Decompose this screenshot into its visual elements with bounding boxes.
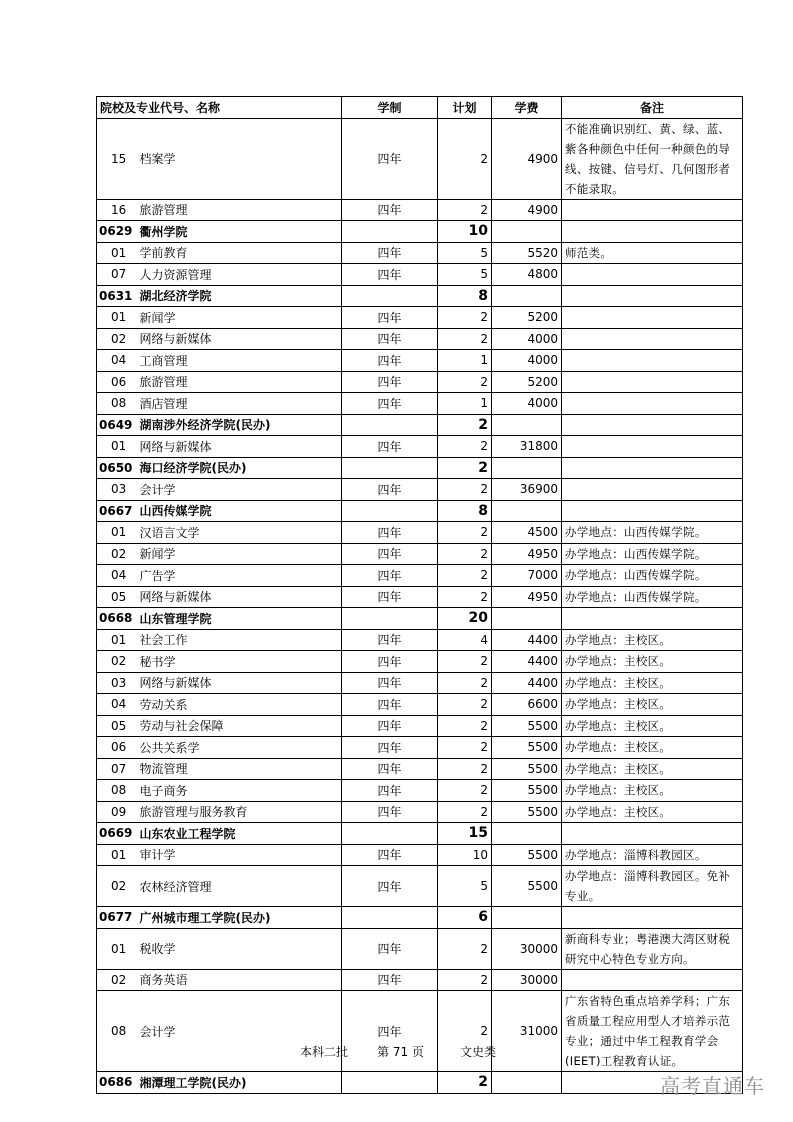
major-row (97, 866, 743, 907)
major-row (97, 264, 743, 286)
note-cell (562, 221, 743, 243)
system-cell (342, 285, 438, 307)
note-cell (562, 479, 743, 501)
code-cell: 03 (97, 672, 137, 694)
fee-cell: 31000 (492, 991, 562, 1072)
system-cell: 四年 (342, 522, 438, 544)
note-cell (562, 823, 743, 845)
major-row (97, 844, 743, 866)
plan-cell: 2 (438, 928, 492, 969)
fee-cell: 4400 (492, 629, 562, 651)
name-cell: 旅游管理 (137, 371, 342, 393)
fee-cell: 4000 (492, 328, 562, 350)
name-cell: 公共关系学 (137, 737, 342, 759)
fee-cell: 5500 (492, 758, 562, 780)
plan-cell: 2 (438, 672, 492, 694)
major-row (97, 629, 743, 651)
name-cell: 秘书学 (137, 651, 342, 673)
code-cell: 01 (97, 242, 137, 264)
major-row (97, 393, 743, 415)
code-cell: 09 (97, 801, 137, 823)
name-cell: 广州城市理工学院(民办) (137, 907, 342, 929)
note-cell (562, 371, 743, 393)
code-cell: 0650 (97, 457, 137, 479)
system-cell: 四年 (342, 543, 438, 565)
plan-cell: 1 (438, 350, 492, 372)
name-cell: 旅游管理 (137, 199, 342, 221)
plan-cell: 10 (438, 221, 492, 243)
plan-cell: 2 (438, 969, 492, 991)
note-cell: 办学地点：主校区。 (562, 651, 743, 673)
fee-cell (492, 457, 562, 479)
system-cell: 四年 (342, 199, 438, 221)
note-cell: 办学地点：山西传媒学院。 (562, 522, 743, 544)
fee-cell: 4000 (492, 393, 562, 415)
major-row (97, 928, 743, 969)
note-cell: 办学地点：主校区。 (562, 780, 743, 802)
note-cell: 师范类。 (562, 242, 743, 264)
note-cell (562, 307, 743, 329)
name-cell: 网络与新媒体 (137, 586, 342, 608)
note-cell: 办学地点：山西传媒学院。 (562, 543, 743, 565)
code-cell: 01 (97, 629, 137, 651)
major-row (97, 522, 743, 544)
major-row (97, 371, 743, 393)
system-cell: 四年 (342, 694, 438, 716)
note-cell: 办学地点：主校区。 (562, 672, 743, 694)
plan-cell: 2 (438, 199, 492, 221)
code-cell: 06 (97, 371, 137, 393)
system-cell: 四年 (342, 969, 438, 991)
major-row (97, 801, 743, 823)
code-cell: 02 (97, 969, 137, 991)
plan-cell: 1 (438, 393, 492, 415)
code-cell: 01 (97, 522, 137, 544)
note-cell (562, 350, 743, 372)
fee-cell: 4950 (492, 543, 562, 565)
note-cell (562, 328, 743, 350)
code-cell: 06 (97, 737, 137, 759)
fee-cell (492, 285, 562, 307)
name-cell: 社会工作 (137, 629, 342, 651)
fee-cell (492, 608, 562, 630)
plan-cell: 2 (438, 758, 492, 780)
plan-cell: 6 (438, 907, 492, 929)
system-cell: 四年 (342, 737, 438, 759)
system-cell: 四年 (342, 866, 438, 907)
note-cell: 办学地点：主校区。 (562, 715, 743, 737)
note-cell: 新商科专业；粤港澳大湾区财税研究中心特色专业方向。 (562, 928, 743, 969)
system-cell: 四年 (342, 629, 438, 651)
school-row (97, 608, 743, 630)
plan-cell: 2 (438, 371, 492, 393)
note-cell: 不能准确识别红、黄、绿、蓝、紫各种颜色中任何一种颜色的导线、按键、信号灯、几何图形者不能录取。 (562, 118, 743, 199)
code-cell: 01 (97, 928, 137, 969)
note-cell (562, 969, 743, 991)
plan-cell: 4 (438, 629, 492, 651)
name-cell: 广告学 (137, 565, 342, 587)
name-cell: 湖北经济学院 (137, 285, 342, 307)
name-cell: 山东管理学院 (137, 608, 342, 630)
plan-cell: 2 (438, 586, 492, 608)
major-row (97, 780, 743, 802)
plan-cell: 2 (438, 651, 492, 673)
system-cell: 四年 (342, 242, 438, 264)
fee-cell: 36900 (492, 479, 562, 501)
fee-cell: 5500 (492, 715, 562, 737)
name-cell: 湘潭理工学院(民办) (137, 1072, 342, 1094)
system-cell: 四年 (342, 651, 438, 673)
note-cell: 办学地点：主校区。 (562, 737, 743, 759)
fee-cell (492, 823, 562, 845)
plan-cell: 2 (438, 436, 492, 458)
name-cell: 学前教育 (137, 242, 342, 264)
plan-cell: 5 (438, 866, 492, 907)
system-cell: 四年 (342, 715, 438, 737)
fee-cell: 5500 (492, 844, 562, 866)
code-cell: 0677 (97, 907, 137, 929)
fee-cell: 30000 (492, 969, 562, 991)
header-fee: 学费 (492, 97, 562, 119)
major-row (97, 350, 743, 372)
name-cell: 商务英语 (137, 969, 342, 991)
system-cell: 四年 (342, 118, 438, 199)
plan-cell: 5 (438, 242, 492, 264)
system-cell: 四年 (342, 844, 438, 866)
code-cell: 08 (97, 991, 137, 1072)
major-row (97, 694, 743, 716)
code-cell: 02 (97, 543, 137, 565)
fee-cell: 5500 (492, 780, 562, 802)
major-row (97, 436, 743, 458)
name-cell: 劳动关系 (137, 694, 342, 716)
note-cell: 办学地点：主校区。 (562, 694, 743, 716)
system-cell (342, 608, 438, 630)
name-cell: 电子商务 (137, 780, 342, 802)
name-cell: 档案学 (137, 118, 342, 199)
system-cell (342, 414, 438, 436)
name-cell: 网络与新媒体 (137, 672, 342, 694)
fee-cell: 7000 (492, 565, 562, 587)
name-cell: 新闻学 (137, 543, 342, 565)
note-cell (562, 500, 743, 522)
name-cell: 酒店管理 (137, 393, 342, 415)
school-row (97, 221, 743, 243)
name-cell: 汉语言文学 (137, 522, 342, 544)
school-row (97, 285, 743, 307)
fee-cell: 4500 (492, 522, 562, 544)
note-cell: 办学地点：主校区。 (562, 758, 743, 780)
note-cell: 办学地点：主校区。 (562, 629, 743, 651)
note-cell (562, 264, 743, 286)
code-cell: 02 (97, 328, 137, 350)
system-cell: 四年 (342, 393, 438, 415)
name-cell: 物流管理 (137, 758, 342, 780)
plan-cell: 2 (438, 479, 492, 501)
code-cell: 07 (97, 264, 137, 286)
note-cell (562, 414, 743, 436)
table-body (97, 118, 743, 1093)
note-cell: 广东省特色重点培养学科；广东省质量工程应用型人才培养示范专业；通过中华工程教育学会(IEET)工程教育认证。 (562, 991, 743, 1072)
school-row (97, 414, 743, 436)
note-cell: 办学地点：山西传媒学院。 (562, 565, 743, 587)
system-cell: 四年 (342, 928, 438, 969)
plan-cell: 2 (438, 457, 492, 479)
code-cell: 0631 (97, 285, 137, 307)
plan-cell: 2 (438, 543, 492, 565)
system-cell: 四年 (342, 328, 438, 350)
major-row (97, 715, 743, 737)
major-row (97, 969, 743, 991)
code-cell: 04 (97, 350, 137, 372)
system-cell: 四年 (342, 436, 438, 458)
note-cell: 办学地点：淄博科教园区。免补专业。 (562, 866, 743, 907)
system-cell: 四年 (342, 780, 438, 802)
fee-cell (492, 500, 562, 522)
code-cell: 03 (97, 479, 137, 501)
fee-cell: 5500 (492, 801, 562, 823)
fee-cell: 31800 (492, 436, 562, 458)
footer-category: 文史类 (460, 1045, 497, 1059)
major-row (97, 672, 743, 694)
note-cell (562, 393, 743, 415)
system-cell: 四年 (342, 350, 438, 372)
name-cell: 农林经济管理 (137, 866, 342, 907)
fee-cell: 4900 (492, 118, 562, 199)
fee-cell (492, 1072, 562, 1094)
system-cell: 四年 (342, 801, 438, 823)
major-row (97, 565, 743, 587)
code-cell: 0668 (97, 608, 137, 630)
code-cell: 08 (97, 780, 137, 802)
system-cell (342, 823, 438, 845)
name-cell: 湖南涉外经济学院(民办) (137, 414, 342, 436)
system-cell: 四年 (342, 479, 438, 501)
system-cell: 四年 (342, 371, 438, 393)
system-cell: 四年 (342, 672, 438, 694)
plan-cell: 2 (438, 737, 492, 759)
major-row (97, 758, 743, 780)
fee-cell: 5200 (492, 307, 562, 329)
note-cell: 办学地点：主校区。 (562, 801, 743, 823)
code-cell: 04 (97, 694, 137, 716)
name-cell: 新闻学 (137, 307, 342, 329)
code-cell: 01 (97, 307, 137, 329)
name-cell: 山东农业工程学院 (137, 823, 342, 845)
plan-cell: 2 (438, 307, 492, 329)
note-cell (562, 608, 743, 630)
code-cell: 16 (97, 199, 137, 221)
name-cell: 人力资源管理 (137, 264, 342, 286)
note-cell (562, 285, 743, 307)
fee-cell (492, 414, 562, 436)
plan-cell: 2 (438, 1072, 492, 1094)
plan-cell: 2 (438, 991, 492, 1072)
code-cell: 0629 (97, 221, 137, 243)
code-cell: 01 (97, 844, 137, 866)
code-cell: 0669 (97, 823, 137, 845)
header-name: 院校及专业代号、名称 (97, 97, 342, 119)
header-system: 学制 (342, 97, 438, 119)
footer-batch: 本科二批 (300, 1045, 349, 1059)
name-cell: 工商管理 (137, 350, 342, 372)
plan-cell: 8 (438, 500, 492, 522)
fee-cell: 4400 (492, 651, 562, 673)
fee-cell (492, 907, 562, 929)
code-cell: 0686 (97, 1072, 137, 1094)
plan-cell: 2 (438, 694, 492, 716)
plan-cell: 2 (438, 414, 492, 436)
school-row (97, 1072, 743, 1094)
fee-cell: 5200 (492, 371, 562, 393)
system-cell: 四年 (342, 565, 438, 587)
note-cell (562, 907, 743, 929)
major-row (97, 543, 743, 565)
system-cell: 四年 (342, 758, 438, 780)
fee-cell: 5500 (492, 866, 562, 907)
plan-cell: 2 (438, 328, 492, 350)
code-cell: 02 (97, 651, 137, 673)
code-cell: 05 (97, 586, 137, 608)
name-cell: 山西传媒学院 (137, 500, 342, 522)
plan-cell: 2 (438, 522, 492, 544)
system-cell (342, 1072, 438, 1094)
watermark: 高考直通车 (660, 1074, 765, 1098)
note-cell (562, 457, 743, 479)
plan-cell: 20 (438, 608, 492, 630)
name-cell: 劳动与社会保障 (137, 715, 342, 737)
name-cell: 会计学 (137, 479, 342, 501)
code-cell: 08 (97, 393, 137, 415)
fee-cell: 4000 (492, 350, 562, 372)
footer-page: 第 71 页 (377, 1045, 424, 1059)
major-row (97, 118, 743, 199)
school-row (97, 823, 743, 845)
fee-cell: 6600 (492, 694, 562, 716)
system-cell (342, 500, 438, 522)
school-row (97, 907, 743, 929)
admission-plan-table (96, 96, 743, 1094)
system-cell: 四年 (342, 586, 438, 608)
major-row (97, 737, 743, 759)
fee-cell: 4800 (492, 264, 562, 286)
system-cell (342, 907, 438, 929)
code-cell: 04 (97, 565, 137, 587)
fee-cell: 4900 (492, 199, 562, 221)
major-row (97, 242, 743, 264)
system-cell (342, 457, 438, 479)
plan-cell: 8 (438, 285, 492, 307)
code-cell: 15 (97, 118, 137, 199)
plan-cell: 2 (438, 780, 492, 802)
major-row (97, 479, 743, 501)
plan-cell: 2 (438, 801, 492, 823)
table-header-row (97, 97, 743, 119)
name-cell: 网络与新媒体 (137, 436, 342, 458)
name-cell: 税收学 (137, 928, 342, 969)
fee-cell: 30000 (492, 928, 562, 969)
plan-cell: 5 (438, 264, 492, 286)
code-cell: 02 (97, 866, 137, 907)
note-cell: 办学地点：山西传媒学院。 (562, 586, 743, 608)
header-plan: 计划 (438, 97, 492, 119)
name-cell: 海口经济学院(民办) (137, 457, 342, 479)
name-cell: 审计学 (137, 844, 342, 866)
plan-cell: 2 (438, 565, 492, 587)
name-cell: 会计学 (137, 991, 342, 1072)
plan-cell: 2 (438, 118, 492, 199)
plan-cell: 2 (438, 715, 492, 737)
code-cell: 07 (97, 758, 137, 780)
system-cell: 四年 (342, 991, 438, 1072)
name-cell: 衢州学院 (137, 221, 342, 243)
code-cell: 0649 (97, 414, 137, 436)
major-row (97, 586, 743, 608)
plan-cell: 15 (438, 823, 492, 845)
fee-cell (492, 221, 562, 243)
major-row (97, 199, 743, 221)
fee-cell: 5500 (492, 737, 562, 759)
name-cell: 网络与新媒体 (137, 328, 342, 350)
code-cell: 01 (97, 436, 137, 458)
system-cell (342, 221, 438, 243)
school-row (97, 457, 743, 479)
system-cell: 四年 (342, 307, 438, 329)
name-cell: 旅游管理与服务教育 (137, 801, 342, 823)
fee-cell: 4400 (492, 672, 562, 694)
major-row (97, 328, 743, 350)
system-cell: 四年 (342, 264, 438, 286)
note-cell (562, 436, 743, 458)
note-cell: 办学地点：淄博科教园区。 (562, 844, 743, 866)
major-row (97, 307, 743, 329)
code-cell: 05 (97, 715, 137, 737)
fee-cell: 5520 (492, 242, 562, 264)
school-row (97, 500, 743, 522)
note-cell (562, 199, 743, 221)
plan-cell: 10 (438, 844, 492, 866)
major-row (97, 651, 743, 673)
header-note: 备注 (562, 97, 743, 119)
fee-cell: 4950 (492, 586, 562, 608)
code-cell: 0667 (97, 500, 137, 522)
